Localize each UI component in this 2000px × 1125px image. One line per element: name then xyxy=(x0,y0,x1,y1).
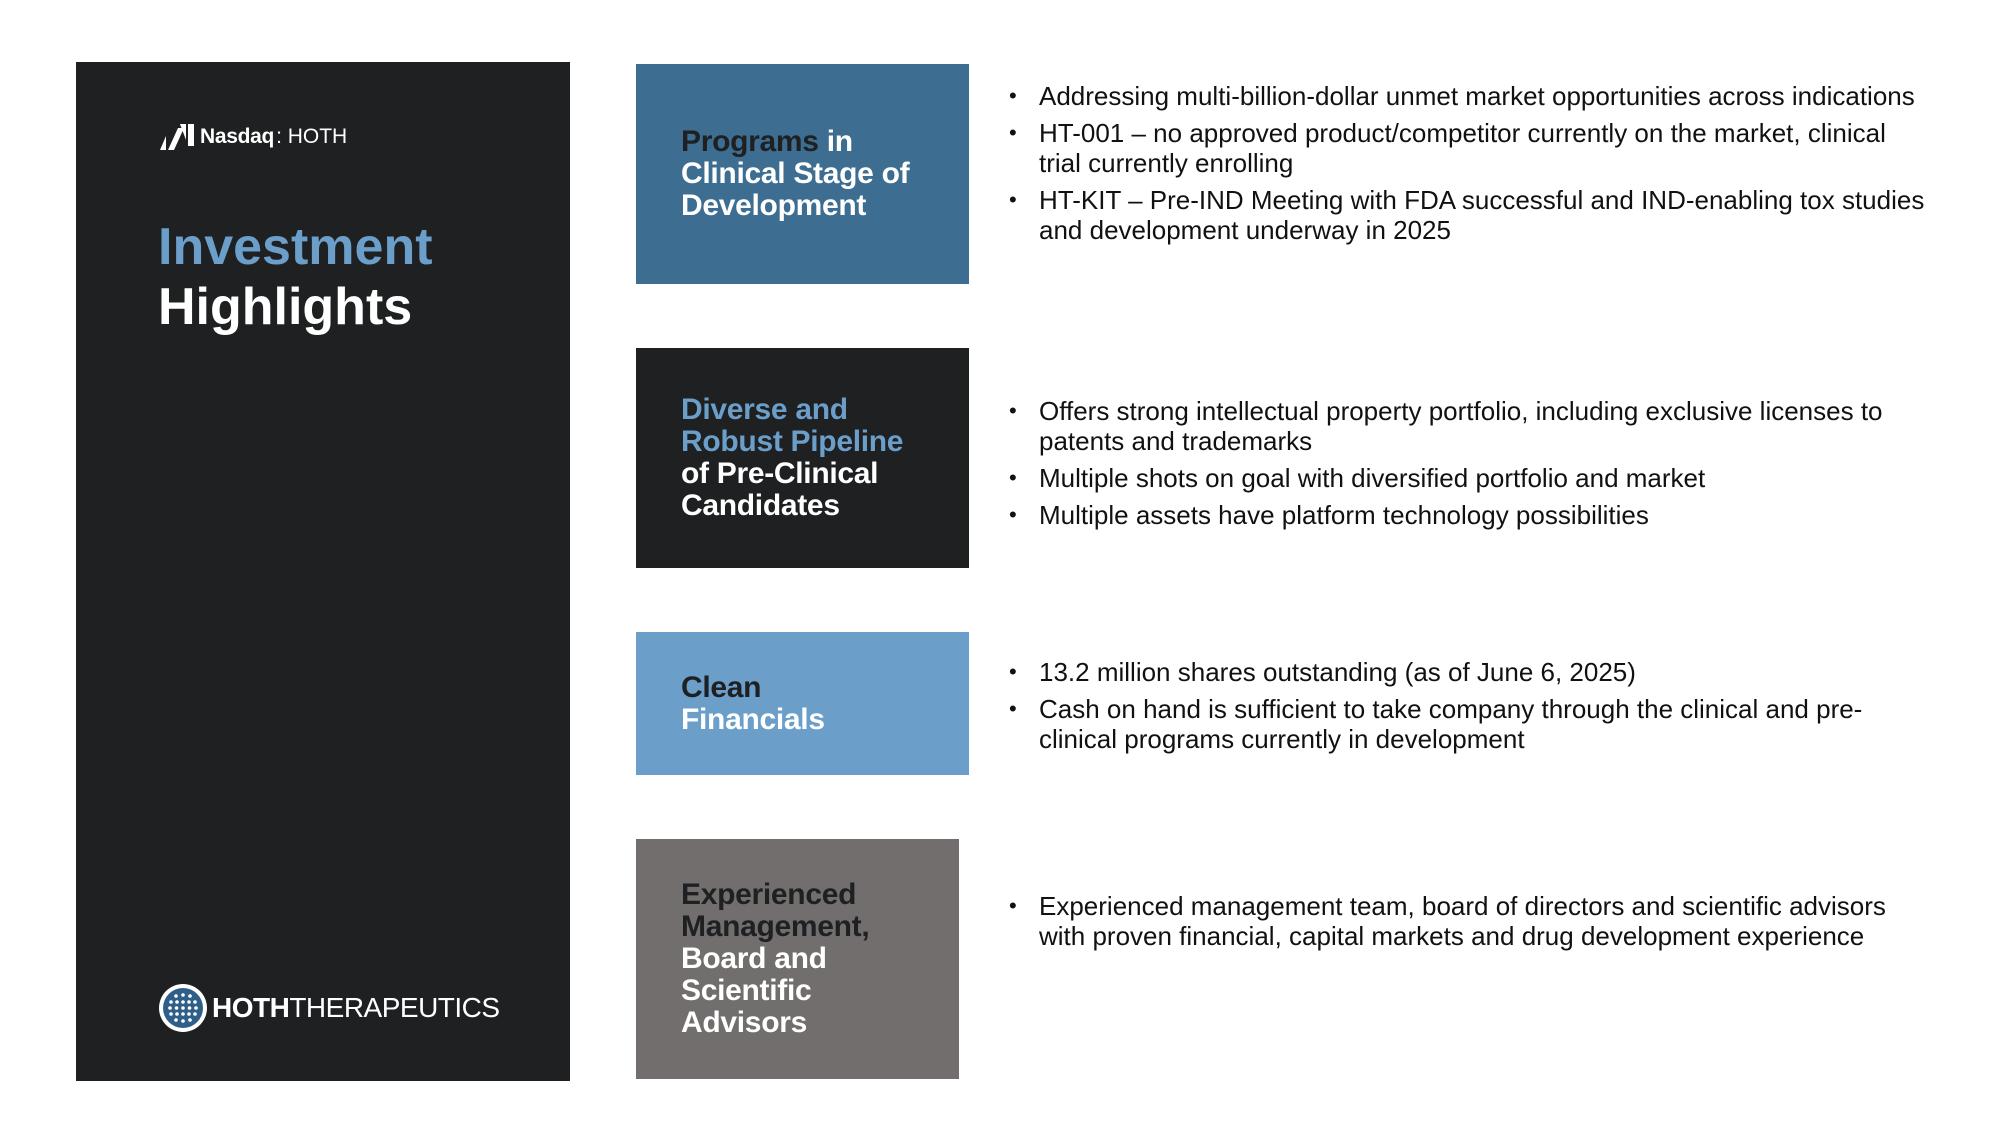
bullet-dot-icon: • xyxy=(1009,187,1017,212)
bullet-list-management xyxy=(1005,891,1925,958)
page-title xyxy=(158,217,433,337)
bullet-list-clinical-programs xyxy=(1005,81,1925,252)
list-item: • HT-001 – no approved product/competitor currently on the market, clinical trial currently enrolling xyxy=(1009,118,1886,178)
section-label: Diverse and Robust Pipeline of Pre-Clinical Candidates xyxy=(681,393,904,522)
section-label: Programs in Clinical Stage of Development xyxy=(681,125,910,222)
nasdaq-logo-icon xyxy=(158,122,196,152)
list-item: • HT-KIT – Pre-IND Meeting with FDA successful and IND-enabling tox studies and development underway in 2025 xyxy=(1009,185,1925,245)
bullet-dot-icon: • xyxy=(1009,893,1017,918)
bullet-dot-icon: • xyxy=(1009,659,1017,684)
title-line-2: Highlights xyxy=(158,278,413,336)
section-box-management xyxy=(636,839,959,1079)
bullet-dot-icon: • xyxy=(1009,465,1017,490)
nasdaq-logo xyxy=(158,120,347,154)
company-logo xyxy=(158,983,500,1033)
company-logo-text: HOTHTHERAPEUTICS xyxy=(212,992,500,1023)
list-item: • Multiple shots on goal with diversified portfolio and market xyxy=(1009,463,1706,493)
bullet-list-pipeline xyxy=(1005,396,1925,537)
section-label: Clean Financials xyxy=(681,670,825,736)
nasdaq-brand-text: Nasdaq xyxy=(200,125,275,148)
bullet-list-financials xyxy=(1005,657,1925,761)
sidebar-panel xyxy=(76,62,570,1081)
bullet-dot-icon: • xyxy=(1009,502,1017,527)
bullet-dot-icon: • xyxy=(1009,120,1017,145)
bullet-dot-icon: • xyxy=(1009,83,1017,108)
section-label: Experienced Management, Board and Scientific Advisors xyxy=(681,878,870,1039)
list-item: • Offers strong intellectual property portfolio, including exclusive licenses to patents and trademarks xyxy=(1009,396,1883,456)
list-item: • 13.2 million shares outstanding (as of June 6, 2025) xyxy=(1009,657,1636,687)
list-item: • Addressing multi-billion-dollar unmet market opportunities across indications xyxy=(1009,81,1915,111)
section-box-financials xyxy=(636,632,969,775)
section-box-pipeline xyxy=(636,348,969,568)
list-item: • Cash on hand is sufficient to take company through the clinical and pre-clinical programs currently in development xyxy=(1009,694,1863,754)
list-item: • Multiple assets have platform technology possibilities xyxy=(1009,500,1649,530)
hoth-globe-icon xyxy=(158,983,208,1033)
bullet-dot-icon: • xyxy=(1009,696,1017,721)
section-box-clinical-programs xyxy=(636,64,969,284)
title-line-1: Investment xyxy=(158,218,433,276)
bullet-dot-icon: • xyxy=(1009,398,1017,423)
list-item: • Experienced management team, board of directors and scientific advisors with proven financial, capital markets and drug development experience xyxy=(1009,891,1886,951)
nasdaq-ticker-text: : HOTH xyxy=(276,125,348,148)
